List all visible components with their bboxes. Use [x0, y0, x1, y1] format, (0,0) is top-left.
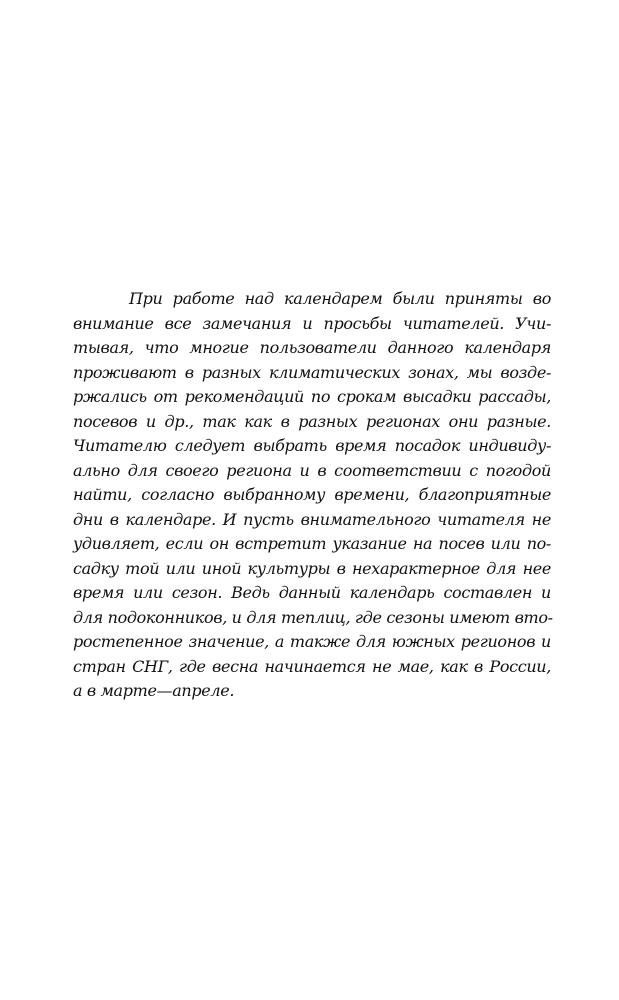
paragraph-line: время или сезон. Ведь данный календарь составлен и — [73, 583, 551, 602]
paragraph-line: посевов и др., так как в разных регионах они разные. — [73, 411, 551, 431]
body-paragraph — [73, 287, 551, 704]
paragraph-line: а в марте—апреле. — [73, 681, 235, 700]
paragraph-line: ростепенное значение, а также для южных регионов и — [73, 632, 551, 651]
paragraph-line: ржались от рекомендаций по срокам высадки рассады, — [73, 387, 551, 406]
paragraph-line: садку той или иной культуры в нехарактерное для нее — [73, 558, 551, 578]
paragraph-line: Читателю следует выбрать время посадок индивиду- — [73, 436, 551, 455]
paragraph-line: для подоконников, и для теплиц, где сезоны имеют вто- — [73, 607, 553, 627]
paragraph-line: стран СНГ, где весна начинается не мае, как в России, — [73, 656, 551, 676]
paragraph-line: дни в календаре. И пусть внимательного читателя не — [73, 509, 551, 529]
paragraph-line: тывая, что многие пользователи данного календаря — [73, 338, 551, 357]
paragraph-line: проживают в разных климатических зонах, мы возде- — [73, 362, 551, 382]
paragraph-line: найти, согласно выбранному времени, благоприятные — [73, 485, 551, 504]
paragraph-line: удивляет, если он встретит указание на посев или по- — [73, 534, 551, 553]
paragraph-line: При работе над календарем были приняты во — [129, 289, 551, 308]
paragraph-line: внимание все замечания и просьбы читателей. Учи- — [73, 313, 551, 333]
paragraph-line: ально для своего региона и в соответствии с погодой — [73, 460, 551, 480]
